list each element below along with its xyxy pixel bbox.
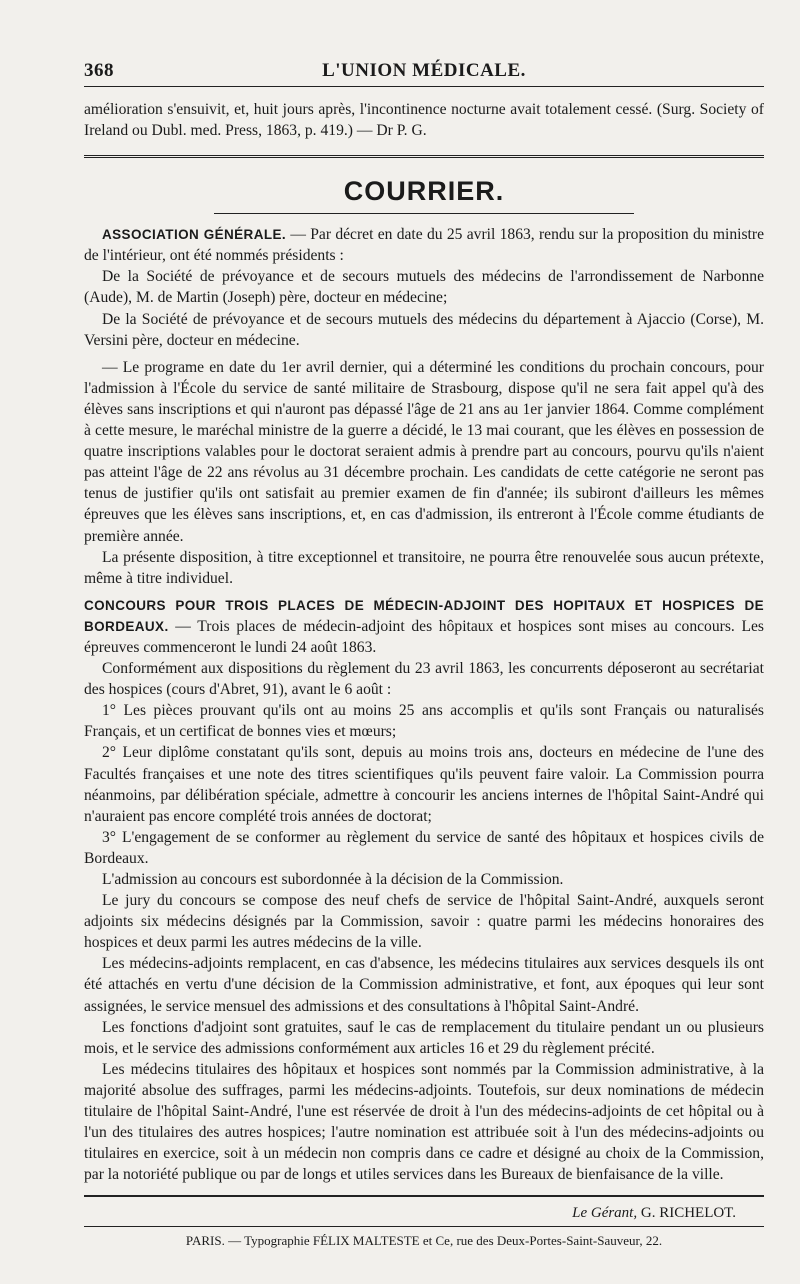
running-head xyxy=(84,56,764,86)
association-paragraph xyxy=(84,224,764,266)
journal-page xyxy=(84,56,764,1249)
concours-lead: CONCOURS POUR TROIS PLACES DE MÉDECIN-ADJOINT DES HOPITAUX ET HOSPICES DE BORDEAUX. xyxy=(84,597,764,634)
section-double-rule xyxy=(84,155,764,158)
section-title: COURRIER. xyxy=(343,176,505,207)
page-number: 368 xyxy=(84,60,114,81)
programme-paragraph: — Le programe en date du 1er avril dernier, qui a déterminé les conditions du prochain concours, pour l'admission à l'École du service de santé militaire de Strasbourg, dispose qu'il ne sera fait appel qu'à des élèves sans inscriptions et qui n'auront pas dépassé l'âge de 21 ans au 1er janvier 1864. Comme complément à cette mesure, le maréchal ministre de la guerre a décidé, le 13 mai courant, que les élèves en possession de quatre inscriptions valables pour le doctorat seraient admis à prendre part au concours, pourvu qu'ils n'aient pas atteint l'âge de 22 ans révolus au 31 décembre prochain. Les candidats de cette catégorie ne seront pas tenus de justifier qu'ils ont satisfait au premier examen de fin d'année; ils subiront d'ailleurs les mêmes épreuves que les élèves sans inscriptions, et, en cas d'admission, ils entreront à l'École comme étudiants de première année. xyxy=(84,358,764,545)
section-title-rule xyxy=(214,213,634,214)
concours-text: — Trois places de médecin-adjoint des hôpitaux et hospices sont mises au concours. Les épreuves commenceront le lundi 24 août 1863. xyxy=(84,617,764,656)
association-lead: ASSOCIATION GÉNÉRALE. xyxy=(102,227,287,243)
concours-item-2: 2° Leur diplôme constatant qu'ils sont, depuis au moins trois ans, docteurs en médecine de l'une des Facultés françaises et une note des titres scientifiques qu'ils peuvent faire valoir. La Commission pourra néanmoins, par délibération spéciale, admettre à concourir les anciens internes de l'hôpital Saint-André qui n'auraient pas encore complété trois années de doctorat; xyxy=(84,744,764,825)
concours-adjoints: Les médecins-adjoints remplacent, en cas d'absence, les médecins titulaires aux services desquels ils ont été attachés en vertu d'une décision de la Commission administrative, et font, aux époques qui leur sont assignées, le service mensuel des admissions et des consultations à l'hôpital Saint-André. xyxy=(84,955,764,1015)
concours-item-1: 1° Les pièces prouvant qu'ils ont au moins 25 ans accomplis et qu'ils sont Français ou naturalisés Français, et un certificat de bonnes vies et mœurs; xyxy=(84,702,764,741)
signature xyxy=(84,1197,764,1226)
imprint-line: PARIS. — Typographie FÉLIX MALTESTE et Ce, rue des Deux-Portes-Saint-Sauveur, 22. xyxy=(84,1226,764,1249)
gerant-name: G. RICHELOT. xyxy=(640,1205,736,1222)
journal-title: L'UNION MÉDICALE. xyxy=(322,60,526,81)
concours-jury: Le jury du concours se compose des neuf chefs de service de l'hôpital Saint-André, auxquels seront adjoints six médecins désignés par la Commission, savoir : quatre parmi les médecins honoraires des hospices et deux parmi les autres médecins de la ville. xyxy=(84,892,764,952)
association-item-narbonne: De la Société de prévoyance et de secours mutuels des médecins de l'arrondissement de Narbonne (Aude), M. de Martin (Joseph) père, docteur en médecine; xyxy=(84,268,764,307)
concours-item-3: 3° L'engagement de se conformer au règlement du service de santé des hôpitaux et hospices civils de Bordeaux. xyxy=(84,828,764,867)
concours-titulaires: Les médecins titulaires des hôpitaux et hospices sont nommés par la Commission administrative, à la majorité absolue des suffrages, parmi les médecins-adjoints. Toutefois, sur deux nominations de médecin titulaire de l'hôpital Saint-André, l'une est réservée de droit à l'un des médecins-adjoints de cet hôpital ou à l'un des titulaires des autres hospices; l'autre nomination est attribuée soit à l'un des médecins-adjoints ou titulaires en exercice, soit à un médecin non compris dans ce cadre et désigné au choix de la Commission, par la notoriété publique ou par de longs et utiles services dans les Bureaux de bienfaisance de la ville. xyxy=(84,1060,764,1184)
concours-fonctions: Les fonctions d'adjoint sont gratuites, sauf le cas de remplacement du titulaire pendant un ou plusieurs mois, et le service des admissions conformément aux articles 16 et 29 du règlement précité. xyxy=(84,1018,764,1057)
association-item-ajaccio: De la Société de prévoyance et de secours mutuels des médecins du département à Ajaccio (Corse), M. Versini père, docteur en médecine. xyxy=(84,310,764,349)
gerant-label: Le Gérant, xyxy=(572,1205,638,1222)
intro-paragraph: amélioration s'ensuivit, et, huit jours après, l'incontinence nocturne avait totalement cessé. (Surg. Society of Ireland ou Dubl. med. Press, 1863, p. 419.) — Dr P. G. xyxy=(84,101,764,140)
concours-dispositions: Conformément aux dispositions du règlement du 23 avril 1863, les concurrents déposeront au secrétariat des hospices (cours d'Abret, 91), avant le 6 août : xyxy=(84,660,764,699)
concours-paragraph xyxy=(84,595,764,658)
association-text: — Par décret en date du 25 avril 1863, rendu sur la proposition du ministre de l'intérieur, ont été nommés présidents : xyxy=(84,226,764,265)
programme-disposition: La présente disposition, à titre exceptionnel et transitoire, ne pourra être renouvelée sous aucun prétexte, même à titre individuel. xyxy=(84,548,764,587)
concours-admission: L'admission au concours est subordonnée à la décision de la Commission. xyxy=(102,871,564,888)
